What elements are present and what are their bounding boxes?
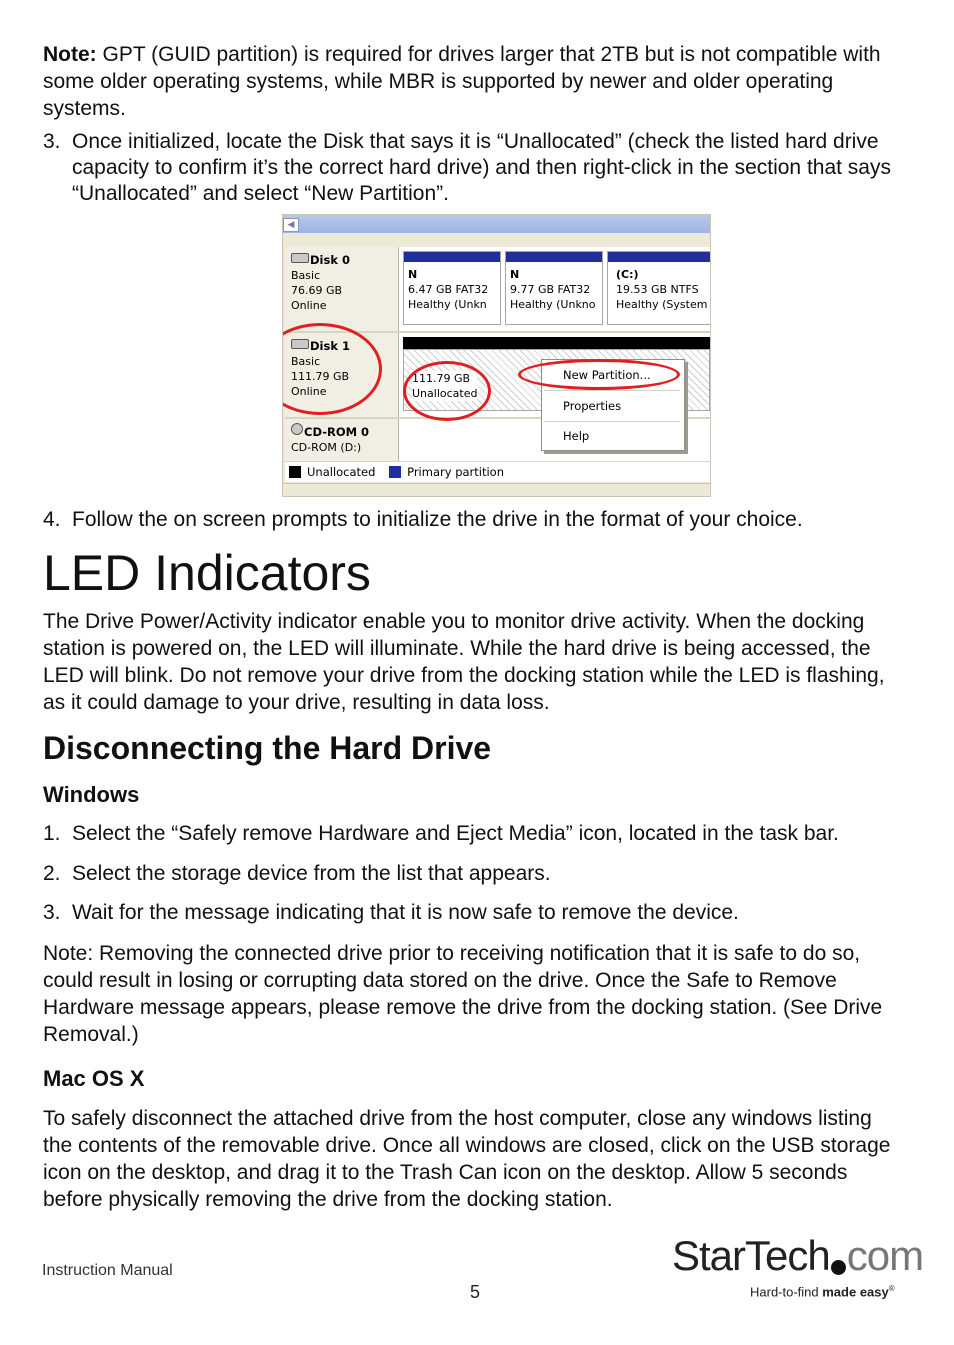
partition-health: Healthy (Unkn <box>408 298 487 311</box>
legend-unallocated: Unallocated <box>307 465 376 479</box>
partition-size: 19.53 GB NTFS <box>616 283 699 296</box>
step-text: Once initialized, locate the Disk that says it is “Unallocated” (check the listed hard drive capacity to confirm it’s the correct hard drive) and then right-click in the section that says “Unallocated” and select “New Partition”. <box>72 130 891 205</box>
partition-label: N <box>510 268 520 281</box>
mac-body: To safely disconnect the attached drive from the host computer, close any windows listing the contents of the removable drive. Once all windows are closed, click on the USB storage icon on the desktop, and drag it to the Trash Can icon on the desktop. Allow 5 seconds before physically removing the drive from the docking station. <box>43 1107 891 1211</box>
chevron-left-icon: ◀ <box>283 218 299 232</box>
led-heading: LED Indicators <box>43 545 371 601</box>
disk-0-info <box>285 247 399 331</box>
disk-0-type: Basic <box>291 269 321 282</box>
partition-size: 6.47 GB FAT32 <box>408 283 489 296</box>
step-text: Select the storage device from the list that appears. <box>72 862 551 885</box>
cdrom-info <box>285 419 399 461</box>
unallocated-label: Unallocated <box>412 387 478 400</box>
cdrom-drive: CD-ROM (D:) <box>291 441 362 454</box>
note-text: GPT (GUID partition) is required for drives larger that 2TB but is not compatible with some older operating systems, while MBR is supported by newer and older operating systems. <box>43 43 881 120</box>
step-number: 4. <box>43 508 61 531</box>
windows-heading: Windows <box>43 782 140 807</box>
tagline-mark: ® <box>888 1284 895 1293</box>
screenshot-scrollbar <box>283 215 711 233</box>
menu-item-new-partition[interactable]: New Partition... <box>563 368 651 382</box>
tagline-plain: Hard-to-find <box>750 1284 823 1300</box>
step-text: Select the “Safely remove Hardware and Eject Media” icon, located in the task bar. <box>72 822 839 845</box>
step-number: 1. <box>43 822 61 845</box>
footer-manual-label: Instruction Manual <box>42 1262 173 1279</box>
step-text: Follow the on screen prompts to initialize the drive in the format of your choice. <box>72 508 803 531</box>
unallocated-size: 111.79 GB <box>412 372 471 385</box>
step-number: 2. <box>43 862 61 885</box>
disk-icon <box>291 253 309 263</box>
partition-2 <box>505 251 603 325</box>
led-body: The Drive Power/Activity indicator enable you to monitor drive activity. When the docking station is powered on, the LED will illuminate. While the hard drive is being accessed, the LED will blink. Do not remove your drive from the docking station while the LED is flashing, as it could damage to your drive, resulting in data loss. <box>43 610 885 714</box>
step-number: 3. <box>43 901 61 924</box>
gpt-note <box>43 41 903 122</box>
disk-1-name: Disk 1 <box>310 339 350 353</box>
partition-health: Healthy (System <box>616 298 708 311</box>
windows-step-2 <box>43 861 903 887</box>
screenshot-bottom-scrollbar <box>283 483 711 497</box>
logo-tagline <box>750 1284 895 1299</box>
tagline-bold: made easy <box>822 1284 889 1300</box>
primary-swatch <box>389 466 401 478</box>
partition-label: (C:) <box>616 268 639 281</box>
disk-1-type: Basic <box>291 355 321 368</box>
partition-c <box>607 251 711 325</box>
disk-0-size: 76.69 GB <box>291 284 343 297</box>
legend <box>285 462 710 482</box>
page-number: 5 <box>470 1282 481 1302</box>
logo-dot-icon <box>831 1260 846 1275</box>
partition-1 <box>403 251 501 325</box>
new-partition-highlight-circle <box>518 359 680 390</box>
windows-step-1 <box>43 821 903 847</box>
windows-note: Note: Removing the connected drive prior to receiving notification that it is safe to do so, could result in losing or corrupting data stored on the drive. Once the Safe to Remove Hardware message appears, please remove the drive from the docking station. (See Drive Removal.) <box>43 942 883 1046</box>
logo-suffix: com <box>846 1232 924 1279</box>
step-4 <box>43 507 903 533</box>
cdrom-icon <box>291 423 303 435</box>
disk-0-name: Disk 0 <box>310 253 350 267</box>
menu-item-help[interactable]: Help <box>563 429 590 443</box>
mac-heading: Mac OS X <box>43 1066 145 1091</box>
note-label: Note: <box>43 43 97 66</box>
partition-health: Healthy (Unkno <box>510 298 596 311</box>
disk-0-row <box>285 247 710 333</box>
startech-logo <box>672 1232 923 1280</box>
step-3 <box>43 129 903 207</box>
unallocated-header <box>403 337 710 349</box>
disconnect-heading: Disconnecting the Hard Drive <box>43 730 492 766</box>
menu-item-properties[interactable]: Properties <box>563 399 622 413</box>
disk-1-size: 111.79 GB <box>291 370 350 383</box>
legend-primary: Primary partition <box>407 465 504 479</box>
partition-label: N <box>408 268 418 281</box>
disk-1-status: Online <box>291 385 327 398</box>
cdrom-name: CD-ROM 0 <box>304 425 370 439</box>
disk-0-status: Online <box>291 299 327 312</box>
logo-main: StarTech <box>672 1232 830 1279</box>
step-text: Wait for the message indicating that it is now safe to remove the device. <box>72 901 739 924</box>
partition-size: 9.77 GB FAT32 <box>510 283 591 296</box>
windows-step-3 <box>43 900 903 926</box>
step-number: 3. <box>43 130 61 153</box>
unallocated-highlight-circle <box>403 361 491 421</box>
disk-management-screenshot <box>282 214 711 497</box>
unallocated-swatch <box>289 466 301 478</box>
